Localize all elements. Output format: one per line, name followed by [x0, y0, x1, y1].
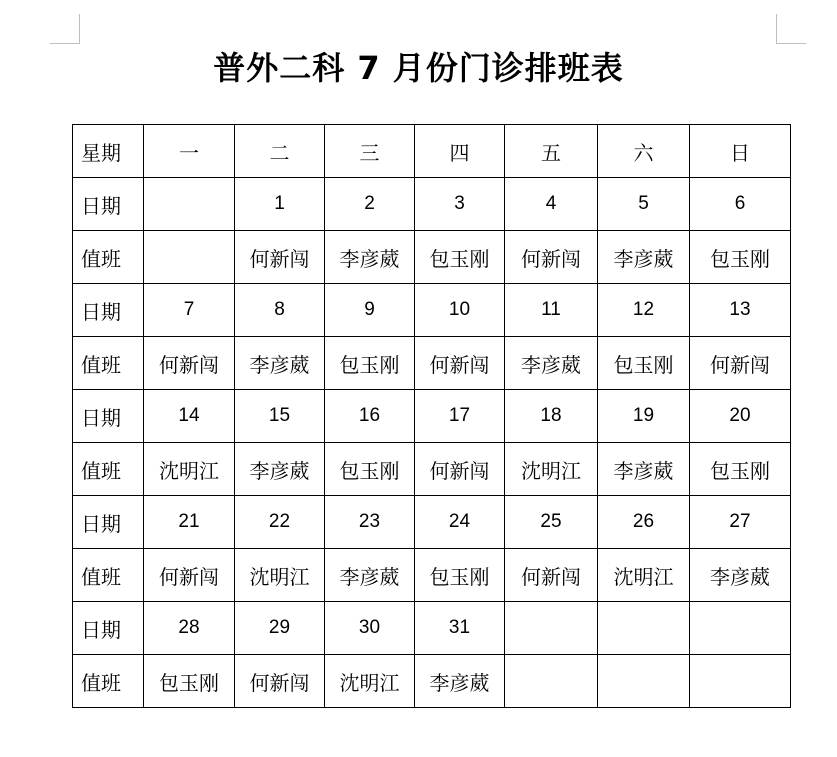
crop-mark-top-right-vertical — [776, 14, 777, 44]
duty-cell: 李彦葳 — [690, 549, 791, 602]
date-cell: 6 — [690, 178, 791, 231]
weekday-cell: 一 — [144, 125, 235, 178]
weekday-cell: 日 — [690, 125, 791, 178]
crop-mark-top-left-vertical — [79, 14, 80, 44]
duty-cell: 李彦葳 — [325, 549, 415, 602]
date-row — [73, 178, 791, 231]
date-cell: 18 — [505, 390, 598, 443]
date-cell: 25 — [505, 496, 598, 549]
duty-cell: 何新闯 — [144, 549, 235, 602]
date-cell: 10 — [415, 284, 505, 337]
duty-cell: 李彦葳 — [505, 337, 598, 390]
duty-cell: 沈明江 — [598, 549, 690, 602]
duty-row — [73, 443, 791, 496]
date-cell: 2 — [325, 178, 415, 231]
date-cell: 15 — [235, 390, 325, 443]
duty-schedule-table — [72, 124, 791, 708]
date-cell: 13 — [690, 284, 791, 337]
date-row — [73, 602, 791, 655]
duty-cell: 何新闯 — [415, 337, 505, 390]
date-cell: 3 — [415, 178, 505, 231]
duty-cell: 李彦葳 — [235, 337, 325, 390]
date-row-label: 日期 — [73, 178, 144, 231]
duty-cell: 包玉刚 — [144, 655, 235, 708]
date-cell: 9 — [325, 284, 415, 337]
crop-mark-top-right-horizontal — [776, 43, 806, 44]
date-cell: 14 — [144, 390, 235, 443]
duty-cell: 何新闯 — [415, 443, 505, 496]
duty-row-label: 值班 — [73, 655, 144, 708]
duty-cell: 沈明江 — [325, 655, 415, 708]
date-cell — [144, 178, 235, 231]
date-cell — [505, 602, 598, 655]
date-cell: 24 — [415, 496, 505, 549]
date-cell: 28 — [144, 602, 235, 655]
duty-cell — [144, 231, 235, 284]
duty-cell: 李彦葳 — [598, 443, 690, 496]
date-cell: 19 — [598, 390, 690, 443]
duty-cell: 李彦葳 — [415, 655, 505, 708]
duty-cell: 何新闯 — [690, 337, 791, 390]
date-cell: 20 — [690, 390, 791, 443]
date-cell: 4 — [505, 178, 598, 231]
duty-cell: 包玉刚 — [325, 337, 415, 390]
duty-row — [73, 549, 791, 602]
weekday-cell: 三 — [325, 125, 415, 178]
date-cell: 21 — [144, 496, 235, 549]
date-cell: 22 — [235, 496, 325, 549]
date-cell: 5 — [598, 178, 690, 231]
date-cell — [690, 602, 791, 655]
date-cell: 30 — [325, 602, 415, 655]
weekday-cell: 二 — [235, 125, 325, 178]
date-cell: 31 — [415, 602, 505, 655]
date-cell: 17 — [415, 390, 505, 443]
duty-cell: 李彦葳 — [235, 443, 325, 496]
date-row — [73, 496, 791, 549]
duty-cell — [690, 655, 791, 708]
date-cell: 29 — [235, 602, 325, 655]
duty-row — [73, 337, 791, 390]
date-row — [73, 284, 791, 337]
date-cell: 12 — [598, 284, 690, 337]
duty-cell: 李彦葳 — [325, 231, 415, 284]
duty-cell: 何新闯 — [235, 655, 325, 708]
date-row-label: 日期 — [73, 284, 144, 337]
duty-cell — [598, 655, 690, 708]
weekday-label: 星期 — [73, 125, 144, 178]
date-row-label: 日期 — [73, 496, 144, 549]
duty-row — [73, 231, 791, 284]
duty-row-label: 值班 — [73, 231, 144, 284]
duty-row — [73, 655, 791, 708]
date-row — [73, 390, 791, 443]
duty-cell: 李彦葳 — [598, 231, 690, 284]
duty-cell: 包玉刚 — [690, 231, 791, 284]
date-cell: 8 — [235, 284, 325, 337]
duty-row-label: 值班 — [73, 337, 144, 390]
duty-row-label: 值班 — [73, 443, 144, 496]
weekday-header-row — [73, 125, 791, 178]
crop-mark-top-left-horizontal — [50, 43, 80, 44]
date-cell: 26 — [598, 496, 690, 549]
duty-cell: 沈明江 — [144, 443, 235, 496]
date-row-label: 日期 — [73, 390, 144, 443]
duty-cell: 沈明江 — [235, 549, 325, 602]
date-cell: 23 — [325, 496, 415, 549]
weekday-cell: 五 — [505, 125, 598, 178]
date-cell: 27 — [690, 496, 791, 549]
duty-cell: 包玉刚 — [690, 443, 791, 496]
duty-cell: 包玉刚 — [415, 231, 505, 284]
page-title: 普外二科 7 月份门诊排班表 — [213, 49, 624, 87]
duty-cell: 包玉刚 — [325, 443, 415, 496]
date-cell: 7 — [144, 284, 235, 337]
duty-cell: 何新闯 — [505, 549, 598, 602]
date-row-label: 日期 — [73, 602, 144, 655]
date-cell — [598, 602, 690, 655]
duty-cell: 包玉刚 — [598, 337, 690, 390]
duty-row-label: 值班 — [73, 549, 144, 602]
date-cell: 11 — [505, 284, 598, 337]
weekday-cell: 六 — [598, 125, 690, 178]
duty-cell: 何新闯 — [144, 337, 235, 390]
date-cell: 16 — [325, 390, 415, 443]
duty-cell: 包玉刚 — [415, 549, 505, 602]
date-cell: 1 — [235, 178, 325, 231]
duty-cell: 何新闯 — [505, 231, 598, 284]
duty-cell — [505, 655, 598, 708]
duty-cell: 何新闯 — [235, 231, 325, 284]
weekday-cell: 四 — [415, 125, 505, 178]
duty-cell: 沈明江 — [505, 443, 598, 496]
